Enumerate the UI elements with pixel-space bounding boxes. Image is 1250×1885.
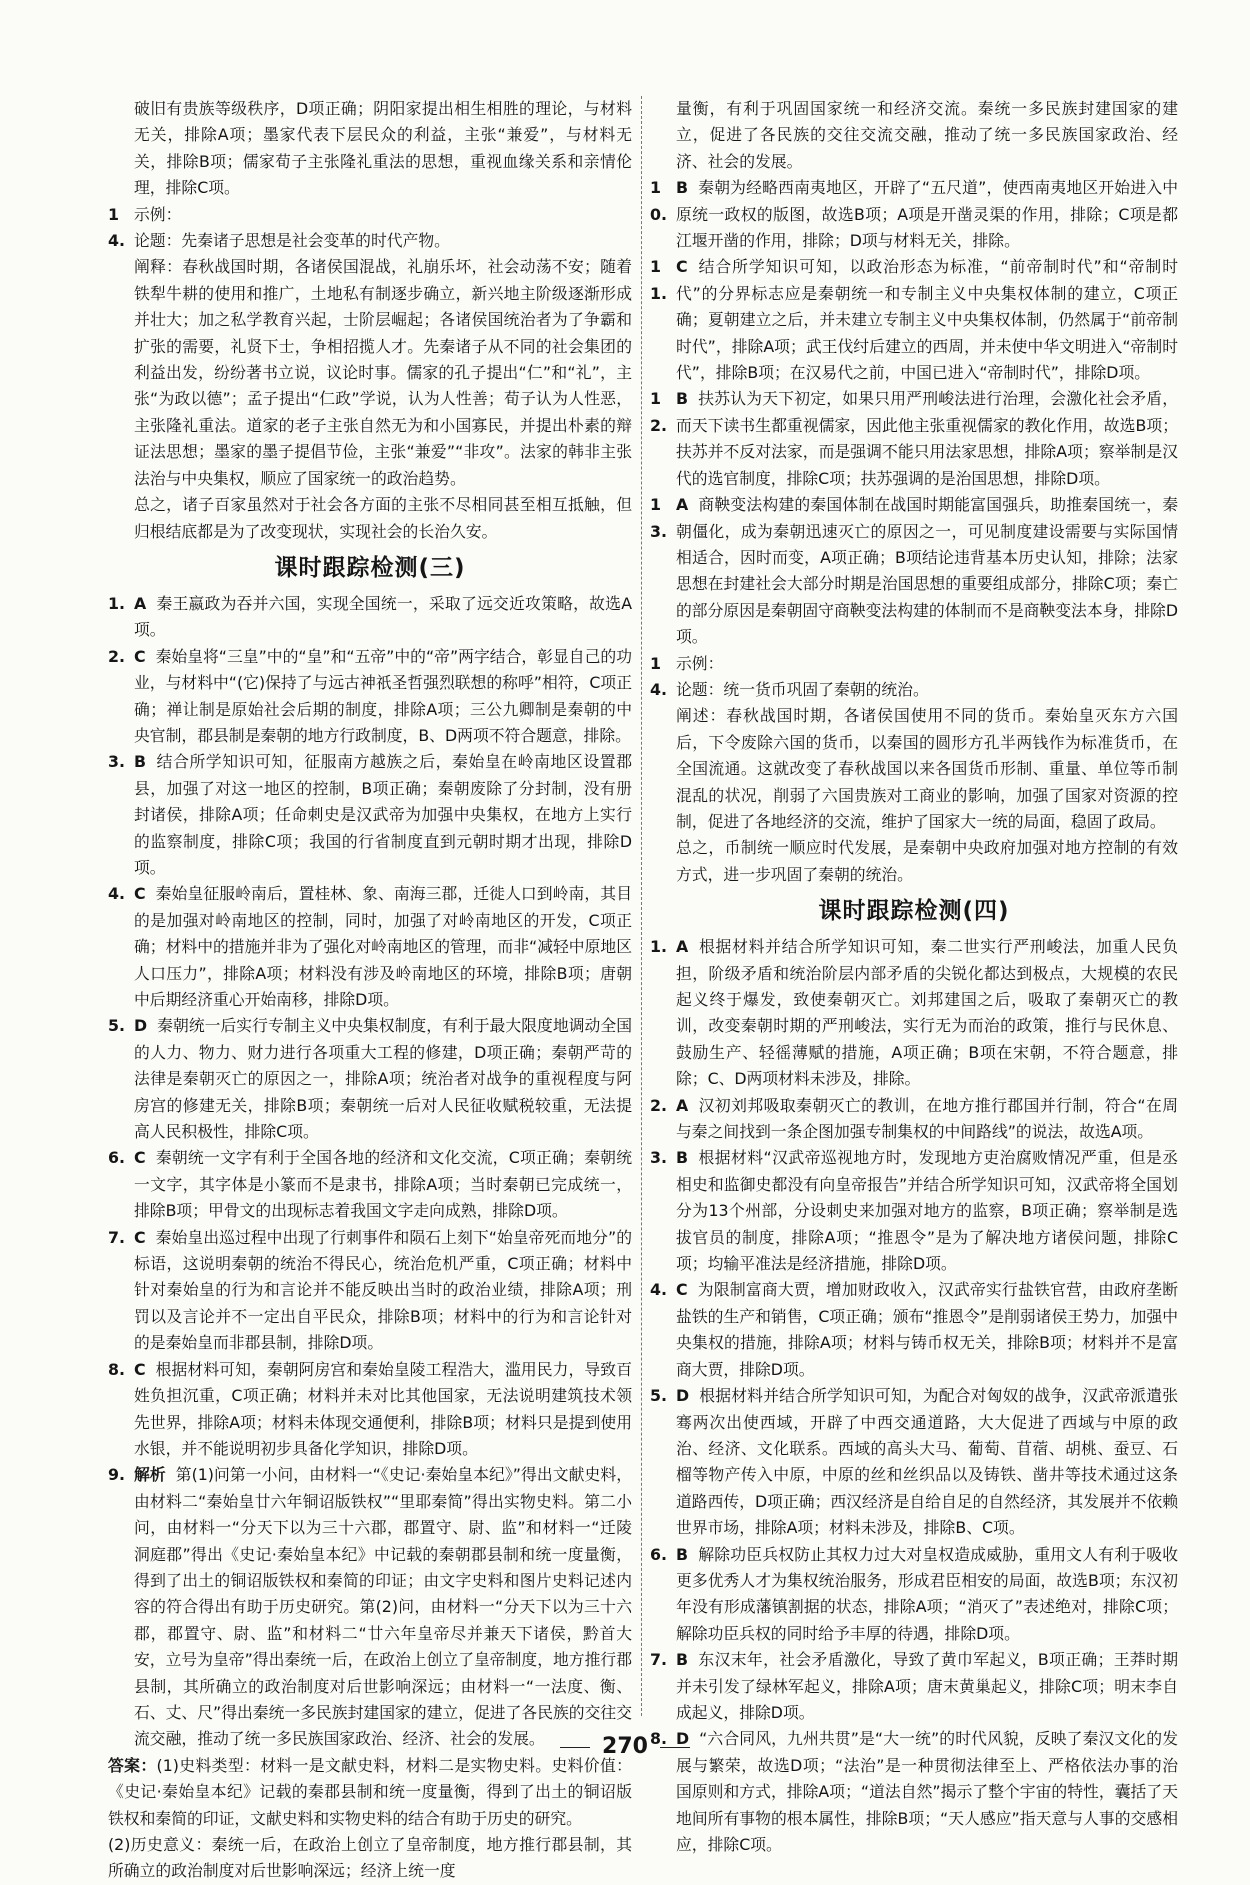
explanation-text: 阐释：春秋战国时期，各诸侯国混战，礼崩乐坏，社会动荡不安；随着铁犁牛耕的使用和推广，土地私有制逐步确立，新兴地主阶级逐渐形成并壮大；加之私学教育兴起，士阶层崛起；各诸侯国统治者为了争霸和扩张的需要，礼贤下士，争相招揽人才。先秦诸子从不同的社会集团的利益出发，纷纷著书立说，议论时事。儒家的孔子提出“仁”和“礼”，主张“为政以德”；孟子提出“仁政”学说，认为人性善；荀子认为人性恶，主张隆礼重法。道家的老子主张自然无为和小国寡民，并提出朴素的辩证法思想；墨家的墨子提倡节俭，主张“兼爱”“非攻”。法家的韩非主张法治与中央集权，顺应了国家统一的政治趋势。 (134, 257, 632, 488)
answer-key: C (676, 1280, 688, 1300)
answer-number: 5. (108, 1016, 125, 1036)
right-column (650, 96, 1178, 1858)
answer-number: 6. (650, 1544, 667, 1564)
answer-item (650, 1383, 1178, 1541)
thesis-text: 论题：先秦诸子思想是社会变革的时代产物。 (134, 231, 450, 251)
answer-number: 8. (650, 1729, 667, 1749)
answer-text: 秦王嬴政为吞并六国，实现全国统一，采取了远交近攻策略，故选A项。 (134, 593, 632, 640)
answer-key: A (676, 937, 689, 957)
question-number: 14. (108, 204, 125, 251)
answer-text: 扶苏认为天下初定，如果只用严刑峻法进行治理，会激化社会矛盾，而天下读书生都重视儒家，因此他主张重视儒家的教化作用，故选B项；扶苏并不反对法家，而是强调不能只用法家思想，排除A项；察举制是汉代的选官制度，排除C项；扶苏强调的是治国思想，排除D项。 (676, 389, 1178, 488)
answer-item (650, 1647, 1178, 1726)
answer-item (650, 175, 1178, 254)
answer-number: 1. (108, 593, 125, 613)
answer-number: 7. (108, 1227, 125, 1247)
thesis-text: 论题：统一货币巩固了秦朝的统治。 (676, 679, 929, 699)
answer-number: 3. (650, 1148, 667, 1168)
answer-key: C (134, 1359, 146, 1379)
conclusion-text: 总之，诸子百家虽然对于社会各方面的主张不尽相同甚至相互抵触，但归根结底都是为了改变现状，实现社会的长治久安。 (134, 495, 632, 541)
answer-text: 为限制富商大贾，增加财政收入，汉武帝实行盐铁官营，由政府垄断盐铁的生产和销售，C项正确；颁布“推恩令”是削弱诸侯王势力，加强中央集权的措施，排除A项；材料与铸币权无关，排除B项；材料并不是富商大贾，排除D项。 (676, 1280, 1178, 1379)
answer-text: 结合所学知识可知，以政治形态为标准，“前帝制时代”和“帝制时代”的分界标志应是秦朝统一和专制主义中央集权体制的建立，C项正确；夏朝建立之后，并未建立专制主义中央集权体制，仍然属于“前帝制时代”，排除A项；武王伐纣后建立的西周，并未使中华文明进入“帝制时代”，排除B项；在汉易代之前，中国已进入“帝制时代”，排除D项。 (676, 257, 1178, 383)
answer-text: 秦朝统一文字有利于全国各地的经济和文化交流，C项正确；秦朝统一文字，其字体是小篆而不是隶书，排除A项；当时秦朝已完成统一，排除B项；甲骨文的出现标志着我国文字走向成熟，排除D项。 (134, 1148, 632, 1221)
answer-list (650, 175, 1178, 650)
section-title: 课时跟踪检测(三) (274, 554, 466, 581)
left-column (108, 96, 632, 1885)
answer-item (108, 881, 632, 1013)
answer-key: B (676, 389, 689, 409)
example-label: 示例： (676, 653, 724, 673)
question-number: 14. (650, 653, 667, 699)
answer-text: 根据材料并结合所学知识可知，秦二世实行严刑峻法，加重人民负担，阶级矛盾和统治阶层内部矛盾的尖锐化都达到极点，大规模的农民起义终于爆发，致使秦朝灭亡。刘邦建国之后，吸取了秦朝灭亡的教训，改变秦朝时期的严刑峻法，实行无为而治的政策，推行与民休息、鼓励生产、轻徭薄赋的措施，A项正确；B项在宋朝，不符合题意，排除；C、D两项材料未涉及，排除。 (676, 937, 1178, 1089)
answer-item (108, 591, 632, 644)
answer-text: 结合所学知识可知，征服南方越族之后，秦始皇在岭南地区设置郡县，加强了对这一地区的控制，B项正确；秦朝废除了分封制，没有册封诸侯，排除A项；任命刺史是汉武帝为加强中央集权，在地方上实行的监察制度，排除C项；我国的行省制度直到元朝时期才出现，排除D项。 (134, 752, 632, 877)
answer-key: B (134, 752, 147, 772)
answer-text: 根据材料“汉武帝巡视地方时，发现地方吏治腐败情况严重，但是丞相史和监御史都没有向皇帝报告”并结合所学知识可知，汉武帝将全国划分为13个州部，分设刺史来加强对地方的监察，B项正确；察举制是选拔官员的制度，排除A项；“推恩令”是为了解决地方诸侯问题，排除C项；均输平准法是经济措施，排除D项。 (676, 1148, 1178, 1274)
continued-text: 破旧有贵族等级秩序，D项正确；阴阳家提出相生相胜的理论，与材料无关，排除A项；墨家代表下层民众的利益，主张“兼爱”，与材料无关，排除B项；儒家荀子主张隆礼重法的思想，重视血缘关系和亲情伦理，排除C项。 (134, 99, 632, 198)
answer-item (108, 1357, 632, 1463)
column-divider (641, 96, 642, 1716)
answer-text: 解除功臣兵权防止其权力过大对皇权造成威胁，重用文人有利于吸收更多优秀人才为集权统治服务，形成君臣相安的局面，故选B项；东汉初年没有形成藩镇割据的状态，排除A项；“消灭了”表述绝对，排除C项；解除功臣兵权的同时给予丰厚的待遇，排除D项。 (676, 1544, 1178, 1643)
answer-key: B (676, 1650, 689, 1670)
answer-number: 7. (650, 1650, 667, 1670)
answer-number: 13. (650, 495, 667, 541)
answer-number: 2. (650, 1095, 667, 1115)
answer-key: 解析 (134, 1465, 166, 1485)
answer-text: 根据材料可知，秦朝阿房宫和秦始皇陵工程浩大，滥用民力，导致百姓负担沉重，C项正确；材料并未对比其他国家，无法说明建筑技术领先世界，排除A项；材料未体现交通便利，排除B项；材料只是提到使用水银，并不能说明初步具备化学知识，排除D项。 (134, 1359, 632, 1458)
answer-item (108, 1462, 632, 1752)
answer-list (108, 591, 632, 1753)
page-number: 270 (602, 1734, 648, 1759)
answer-key: D (676, 1386, 690, 1406)
answer-text: 秦始皇出巡过程中出现了行刺事件和陨石上刻下“始皇帝死而地分”的标语，这说明秦朝的统治不得民心，统治危机严重，C项正确；材料中针对秦始皇的行为和言论并不能反映出当时的政治业绩，排除A项；刑罚以及言论并不一定出自平民众，排除B项；材料中的行为和言论针对的是秦始皇而非郡县制，排除D项。 (134, 1227, 632, 1353)
answer-text: 商鞅变法构建的秦国体制在战国时期能富国强兵，助推秦国统一，秦朝僵化，成为秦朝迅速灭亡的原因之一，可见制度建设需要与实际国情相适合，因时而变，A项正确；B项结论违背基本历史认知，排除；法家思想在封建社会大部分时期是治国思想的重要组成部分，排除C项；秦亡的部分原因是秦朝固守商鞅变法构建的体制而不是商鞅变法本身，排除D项。 (676, 495, 1178, 647)
answer-item (650, 934, 1178, 1092)
answer-item (108, 749, 632, 881)
question-14 (650, 651, 1178, 889)
answer-part-2: (2)历史意义：秦统一后，在政治上创立了皇帝制度，地方推行郡县制，其所确立的政治制度对后世影响深远；经济上统一度 (108, 1835, 632, 1881)
answer-text: “六合同风，九州共贯”是“大一统”的时代风貌，反映了秦汉文化的发展与繁荣，故选D项；“法治”是一种贯彻法律至上、严格依法办事的治国原则和方式，排除A项；“道法自然”揭示了整个宇宙的特性，囊括了天地间所有事物的根本属性，排除B项；“天人感应”指天意与人事的交感相应，排除C项。 (676, 1729, 1178, 1854)
answer-key: A (134, 593, 147, 613)
answer-number: 6. (108, 1148, 125, 1168)
answer-key: C (134, 646, 146, 666)
answer-key: C (676, 257, 688, 277)
answer-number: 10. (650, 178, 667, 224)
answer-text: 根据材料并结合所学知识可知，为配合对匈奴的战争，汉武帝派遣张骞两次出使西域，开辟了中西交通道路，大大促进了西域与中原的政治、经济、文化联系。西域的高头大马、葡萄、苜蓿、胡桃、蚕豆、石榴等物产传入中原，中原的丝和丝织品以及铸铁、凿井等技术通过这条道路西传，D项正确；西汉经济是自给自足的自然经济，其发展并不依赖世界市场，排除A项；材料未涉及，排除B、C项。 (676, 1386, 1178, 1538)
answer-item (650, 1093, 1178, 1146)
answer-key: B (676, 1544, 689, 1564)
answer-number: 4. (650, 1280, 667, 1300)
answer-item (108, 644, 632, 750)
answer-list (650, 934, 1178, 1858)
footer-dash-left (560, 1747, 590, 1748)
answer-text: 秦始皇将“三皇”中的“皇”和“五帝”中的“帝”两字结合，彰显自己的功业，与材料中“(它)保持了与远古神祇圣哲强烈联想的称呼”相符，C项正确；禅让制是原始社会后期的制度，排除A项；三公九卿制是秦朝的中央官制，郡县制是秦朝的地方行政制度，B、D两项不符合题意，排除。 (134, 646, 632, 745)
answer-key: C (134, 1148, 146, 1168)
answer-part-1: (1)史料类型：材料一是文献史料，材料二是实物史料。史料价值：《史记·秦始皇本纪》记载的秦郡县制和统一度量衡，得到了出土的铜诏版铁权和秦简的印证，文献史料和实物史料的结合有助于历史的研究。 (108, 1755, 632, 1828)
answer-text: 第(1)问第一小问，由材料一“《史记·秦始皇本纪》”得出文献史料，由材料二“秦始皇廿六年铜诏版铁权”“里耶秦简”得出实物史料。第二小问，由材料一“分天下以为三十六郡，郡置守、尉、监”和材料一“迁陵洞庭郡”得出《史记·秦始皇本纪》中记载的秦朝郡县制和统一度量衡，得到了出土的铜诏版铁权和秦简的印证；由文字史料和图片史料记述内容的符合得出有助于历史研究。第(2)问，由材料一“分天下以为三十六郡，郡置守、尉、监”和材料二“廿六年皇帝尽并兼天下诸侯，黔首大安，立号为皇帝”得出秦统一后，在政治上创立了皇帝制度，地方推行郡县制，其所确立的政治制度对后世影响深远；由材料一“一法度、衡、石、丈、尺”得出秦统一多民族封建国家的建立，促进了各民族的交往交流交融，推动了统一多民族国家政治、经济、社会的发展。 (134, 1465, 632, 1749)
answer-key: C (134, 1227, 146, 1247)
answer-number: 5. (650, 1386, 667, 1406)
answer-key: A (676, 495, 689, 515)
answer-key: C (134, 884, 146, 904)
answer-number: 1. (650, 937, 667, 957)
question-14 (108, 202, 632, 545)
answer-number: 11. (650, 257, 667, 303)
answer-item (650, 386, 1178, 492)
answer-key: B (676, 1148, 689, 1168)
answer-item (650, 1277, 1178, 1383)
answer-key: D (134, 1016, 148, 1036)
example-label: 示例： (134, 204, 182, 224)
answer-number: 3. (108, 752, 125, 772)
answer-item (650, 1145, 1178, 1277)
answer-text: 东汉末年，社会矛盾激化，导致了黄巾军起义，B项正确；王莽时期并未引发了绿林军起义，排除A项；唐末黄巢起义，排除C项；明末李自成起义，排除D项。 (676, 1650, 1178, 1722)
page-number-footer (0, 1734, 1250, 1759)
answer-key: B (676, 178, 689, 198)
answer-number: 9. (108, 1465, 125, 1485)
answer-number: 12. (650, 389, 667, 435)
footer-dash-right (660, 1747, 690, 1748)
conclusion-text: 总之，币制统一顺应时代发展，是秦朝中央政府加强对地方控制的有效方式，进一步巩固了秦朝的统治。 (676, 838, 1178, 884)
answer-item (108, 1145, 632, 1224)
answer-text: 秦始皇征服岭南后，置桂林、象、南海三郡，迁徙人口到岭南，其目的是加强对岭南地区的控制，同时，加强了对岭南地区的开发，C项正确；材料中的措施并非为了强化对岭南地区的管理，而非“减轻中原地区人口压力”，排除A项；材料没有涉及岭南地区的环境，排除B项；唐朝中后期经济重心开始南移，排除D项。 (134, 884, 632, 1009)
explanation-text: 阐述：春秋战国时期，各诸侯国使用不同的货币。秦始皇灭东方六国后，下令废除六国的货币，以秦国的圆形方孔半两钱作为标准货币，在全国流通。这就改变了春秋战国以来各国货币形制、重量、单位等币制混乱的状况，削弱了六国贵族对工商业的影响，加强了国家对资源的控制，促进了各地经济的交流，维护了国家大一统的局面，稳固了政局。 (676, 706, 1178, 831)
answer-item (108, 1225, 632, 1357)
answer-key: D (676, 1729, 690, 1749)
answer-label: 答案： (108, 1755, 157, 1775)
answer-block (108, 1753, 632, 1832)
answer-text: 汉初刘邦吸取秦朝灭亡的教训，在地方推行郡国并行制，符合“在周与秦之间找到一条企图加强专制集权的中间路线”的说法，故选A项。 (676, 1095, 1178, 1142)
continued-text: 量衡，有利于巩固国家统一和经济交流。秦统一多民族封建国家的建立，促进了各民族的交往交流交融，推动了统一多民族国家政治、经济、社会的发展。 (676, 99, 1178, 171)
answer-key: A (676, 1095, 689, 1115)
answer-number: 8. (108, 1359, 125, 1379)
answer-number: 4. (108, 884, 125, 904)
section-title: 课时跟踪检测(四) (818, 898, 1010, 925)
answer-number: 2. (108, 646, 125, 666)
answer-text: 秦朝统一后实行专制主义中央集权制度，有利于最大限度地调动全国的人力、物力、财力进行各项重大工程的修建，D项正确；秦朝严苛的法律是秦朝灭亡的原因之一，排除A项；统治者对战争的重视程度与阿房宫的修建无关，排除B项；秦朝统一后对人民征收赋税较重，无法提高人民积极性，排除C项。 (134, 1016, 632, 1142)
answer-text: 秦朝为经略西南夷地区，开辟了“五尺道”，使西南夷地区开始进入中原统一政权的版图，故选B项；A项是开凿灵渠的作用，排除；C项是都江堰开凿的作用，排除；D项与材料无关，排除。 (676, 178, 1178, 251)
answer-item (650, 254, 1178, 386)
answer-item (108, 1013, 632, 1145)
answer-item (650, 492, 1178, 650)
answer-item (650, 1542, 1178, 1648)
